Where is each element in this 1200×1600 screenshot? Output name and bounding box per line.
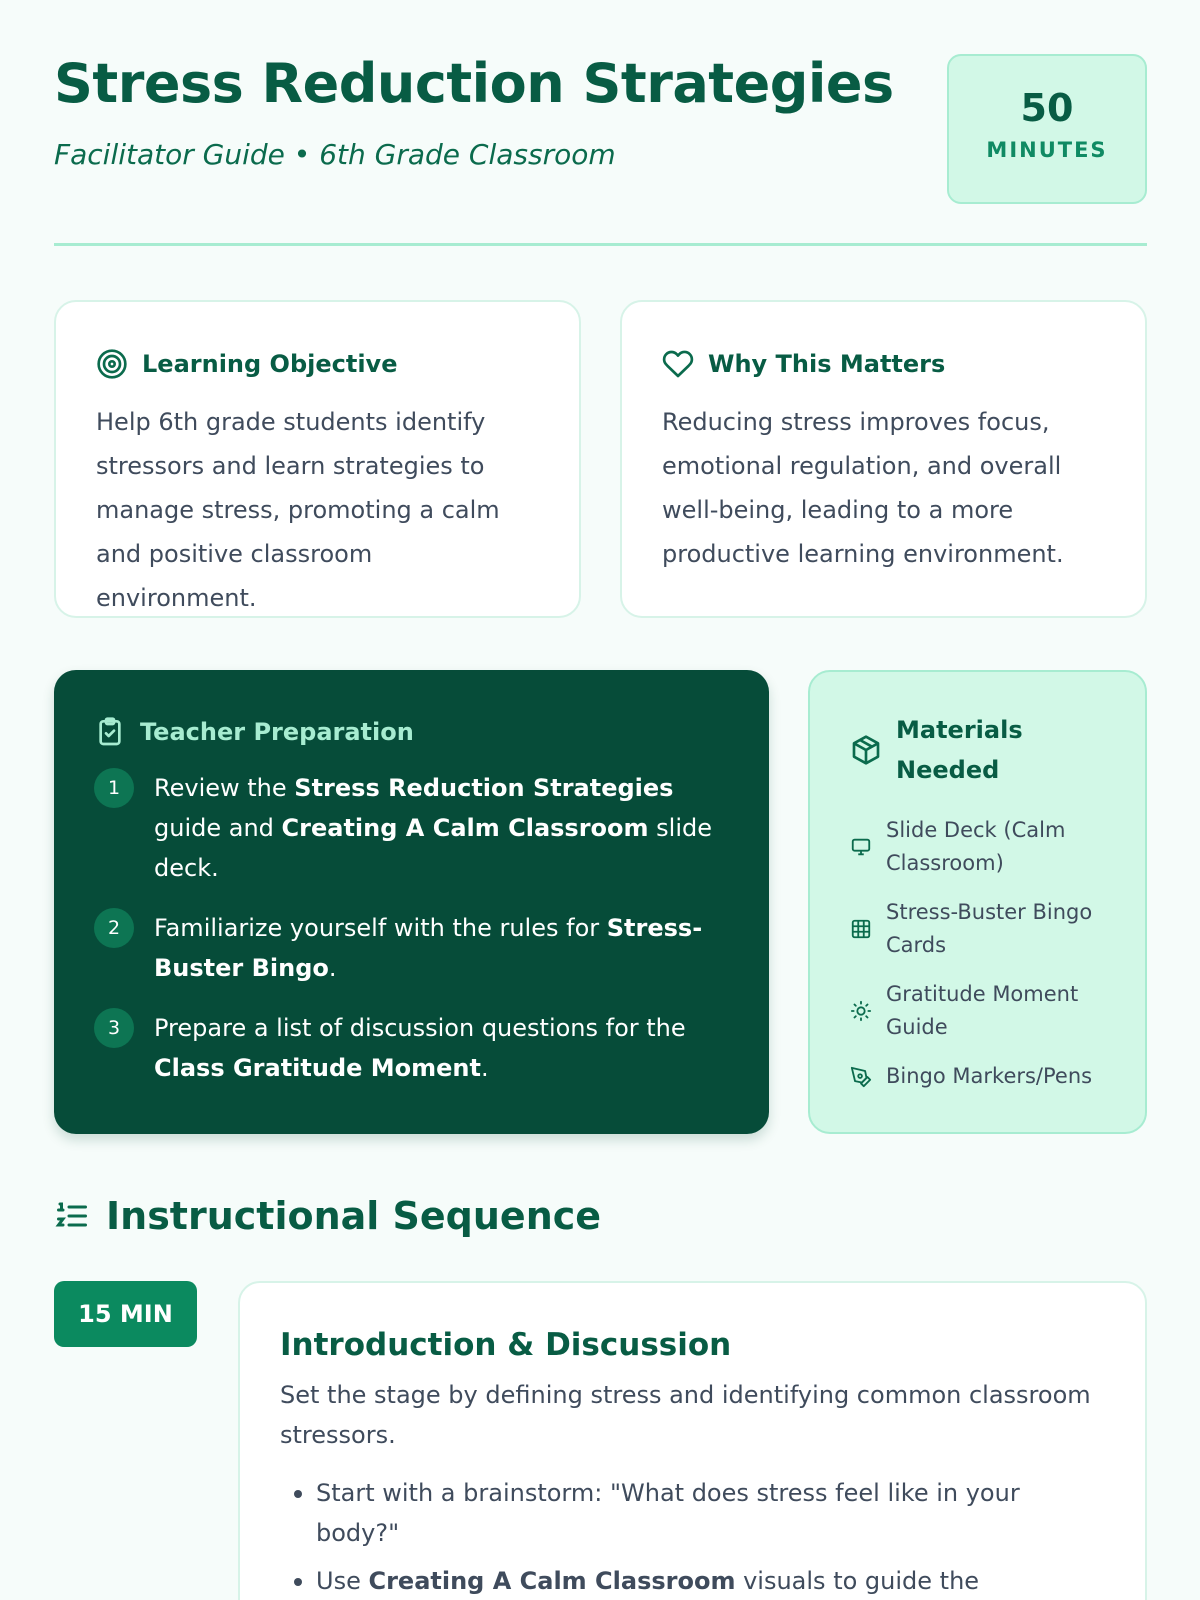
header (54, 0, 1147, 246)
why-this-matters-card (620, 300, 1147, 618)
step-number: 3 (94, 1008, 134, 1048)
why-this-matters-header (662, 346, 1105, 382)
materials-card (808, 670, 1147, 1134)
material-item (850, 978, 1105, 1044)
materials-list (850, 814, 1105, 1093)
learning-objective-header (96, 346, 539, 382)
step-bullet: Use Creating A Calm Classroom visuals to guide the (280, 1561, 1105, 1600)
preparation-text: Prepare a list of discussion questions for the Class Gratitude Moment. (154, 1014, 686, 1082)
why-this-matters-title: Why This Matters (708, 350, 946, 378)
material-label: Gratitude Moment Guide (886, 982, 1079, 1039)
page (54, 0, 1147, 1595)
step-bullets (280, 1473, 1105, 1600)
monitor-icon (850, 836, 872, 858)
step-number: 2 (94, 908, 134, 948)
info-row (54, 300, 1147, 618)
learning-objective-card (54, 300, 581, 618)
grid-icon (850, 918, 872, 940)
why-this-matters-text: Reducing stress improves focus, emotional regulation, and overall well-being, leading to a more productive learning environment. (662, 408, 1064, 568)
material-label: Slide Deck (Calm Classroom) (886, 818, 1066, 875)
page-subtitle: Facilitator Guide • 6th Grade Classroom (54, 138, 616, 171)
sun-icon (850, 1000, 872, 1022)
learning-objective-title: Learning Objective (142, 350, 398, 378)
materials-header (850, 710, 1105, 790)
material-item (850, 896, 1105, 962)
heart-icon (662, 348, 694, 380)
sequence-step-card (238, 1281, 1147, 1600)
teacher-preparation-card (54, 670, 769, 1134)
teacher-preparation-title: Teacher Preparation (140, 718, 414, 746)
pen-tool-icon (850, 1066, 872, 1088)
step-description: Set the stage by defining stress and identifying common classroom stressors. (280, 1381, 1091, 1449)
materials-title: Materials Needed (896, 716, 1023, 784)
step-title: Introduction & Discussion (280, 1327, 732, 1363)
learning-objective-text: Help 6th grade students identify stressors and learn strategies to manage stress, promoting a calm and positive classroom environment. (96, 408, 500, 612)
clipboard-check-icon (94, 716, 126, 748)
duration-unit: MINUTES (986, 138, 1108, 162)
duration-value: 50 (1020, 86, 1074, 130)
material-label: Bingo Markers/Pens (886, 1064, 1093, 1088)
preparation-item (94, 908, 729, 988)
preparation-text: Review the Stress Reduction Strategies guide and Creating A Calm Classroom slide deck. (154, 774, 712, 882)
teacher-preparation-header (94, 714, 729, 750)
step-duration-badge: 15 MIN (54, 1281, 197, 1347)
list-ordered-icon (54, 1198, 90, 1234)
material-item (850, 1060, 1105, 1093)
step-number: 1 (94, 768, 134, 808)
preparation-list (94, 768, 729, 1088)
target-icon (96, 348, 128, 380)
material-label: Stress-Buster Bingo Cards (886, 900, 1093, 957)
duration-badge (947, 54, 1147, 204)
preparation-item (94, 768, 729, 888)
package-icon (850, 734, 882, 766)
step-bullet: Start with a brainstorm: "What does stress feel like in your body?" (280, 1473, 1105, 1553)
preparation-text: Familiarize yourself with the rules for Stress-Buster Bingo. (154, 914, 703, 982)
sequence-title: Instructional Sequence (106, 1194, 602, 1238)
sequence-header (54, 1188, 601, 1244)
material-item (850, 814, 1105, 880)
page-title: Stress Reduction Strategies (54, 52, 894, 115)
preparation-item (94, 1008, 729, 1088)
